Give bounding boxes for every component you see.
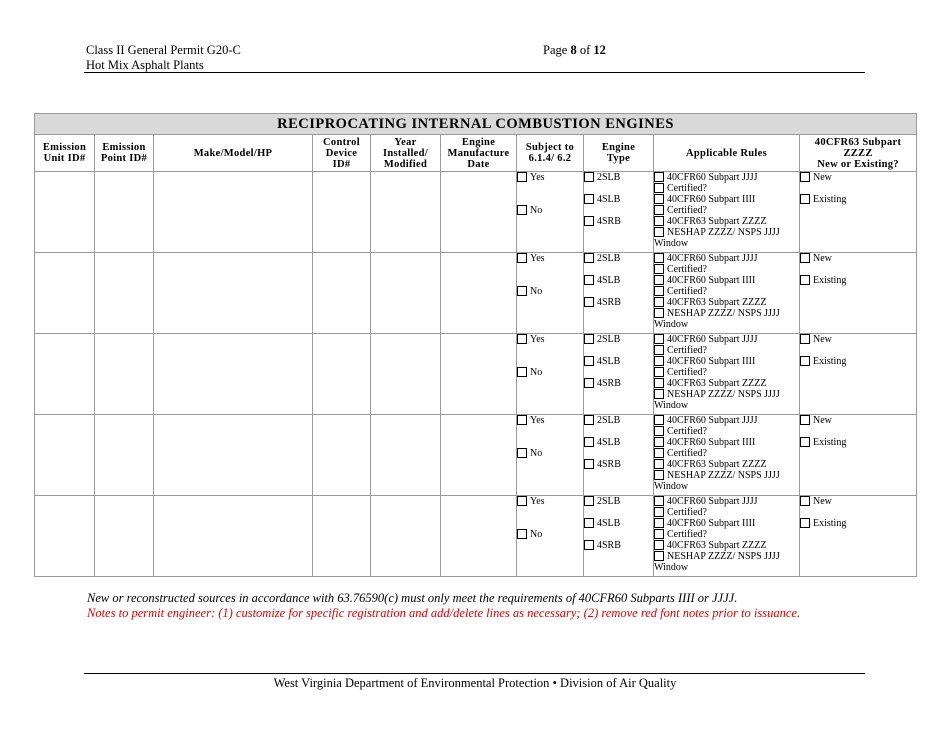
blank-entry-cell[interactable] bbox=[313, 253, 371, 334]
applicable-rules-cell bbox=[654, 415, 800, 496]
checkbox[interactable] bbox=[654, 308, 664, 318]
checkbox[interactable] bbox=[584, 216, 594, 226]
col-header-subpart-zzzz: 40CFR63 Subpart ZZZZ New or Existing? bbox=[800, 135, 917, 172]
checkbox[interactable] bbox=[800, 496, 810, 506]
blank-entry-cell[interactable] bbox=[313, 496, 371, 577]
blank-entry-cell[interactable] bbox=[95, 172, 154, 253]
blank-entry-cell[interactable] bbox=[313, 415, 371, 496]
checkbox[interactable] bbox=[654, 297, 664, 307]
checkbox[interactable] bbox=[654, 389, 664, 399]
no-checkbox[interactable]: No bbox=[517, 448, 583, 459]
blank-entry-cell[interactable] bbox=[154, 415, 313, 496]
checkbox[interactable] bbox=[654, 496, 664, 506]
rule-checkbox[interactable]: 40CFR63 Subpart ZZZZ bbox=[654, 540, 799, 551]
checkbox[interactable] bbox=[800, 253, 810, 263]
rule-window-label: Window bbox=[654, 562, 689, 573]
yes-checkbox[interactable]: Yes bbox=[517, 172, 583, 183]
blank-entry-cell[interactable] bbox=[154, 334, 313, 415]
rule-window-label: Window bbox=[654, 400, 689, 411]
table-row bbox=[35, 415, 917, 496]
engine-type-checkbox[interactable]: 4SLB bbox=[584, 356, 653, 367]
table-row bbox=[35, 334, 917, 415]
footer-divider bbox=[84, 673, 865, 674]
blank-entry-cell[interactable] bbox=[95, 334, 154, 415]
checkbox[interactable] bbox=[517, 205, 527, 215]
checkbox[interactable] bbox=[654, 507, 664, 517]
blank-entry-cell[interactable] bbox=[371, 172, 441, 253]
checkbox[interactable] bbox=[517, 415, 527, 425]
engine-type-checkbox[interactable]: 2SLB bbox=[584, 334, 653, 345]
checkbox[interactable] bbox=[517, 448, 527, 458]
checkbox[interactable] bbox=[584, 378, 594, 388]
yes-checkbox[interactable]: Yes bbox=[517, 334, 583, 345]
blank-entry-cell[interactable] bbox=[441, 496, 517, 577]
engine-type-checkbox[interactable]: 4SRB bbox=[584, 378, 653, 389]
applicable-rules-cell bbox=[654, 172, 800, 253]
checkbox[interactable] bbox=[584, 334, 594, 344]
engine-type-checkbox[interactable]: 2SLB bbox=[584, 496, 653, 507]
checkbox[interactable] bbox=[584, 172, 594, 182]
rule-checkbox[interactable]: Certified? bbox=[654, 507, 799, 518]
page-footer: West Virginia Department of Environmental Protection • Division of Air Quality bbox=[273, 676, 677, 690]
existing-checkbox[interactable]: Existing bbox=[800, 275, 916, 286]
checkbox[interactable] bbox=[654, 540, 664, 550]
col-header-engine-type: Engine Type bbox=[584, 135, 654, 172]
checkbox[interactable] bbox=[654, 356, 664, 366]
rule-checkbox[interactable]: Certified? bbox=[654, 426, 799, 437]
checkbox[interactable] bbox=[654, 227, 664, 237]
rule-checkbox[interactable]: Certified? bbox=[654, 529, 799, 540]
blank-entry-cell[interactable] bbox=[95, 496, 154, 577]
rule-checkbox[interactable]: NESHAP ZZZZ/ NSPS JJJJ bbox=[654, 227, 799, 238]
checkbox[interactable] bbox=[654, 448, 664, 458]
rule-checkbox[interactable]: Certified? bbox=[654, 183, 799, 194]
col-header-emission-point: Emission Point ID# bbox=[95, 135, 154, 172]
blank-entry-cell[interactable] bbox=[313, 334, 371, 415]
blank-entry-cell[interactable] bbox=[35, 496, 95, 577]
rule-window-label: Window bbox=[654, 481, 689, 492]
engine-type-checkbox[interactable]: 2SLB bbox=[584, 415, 653, 426]
blank-entry-cell[interactable] bbox=[154, 496, 313, 577]
checkbox[interactable] bbox=[584, 496, 594, 506]
rule-checkbox[interactable]: NESHAP ZZZZ/ NSPS JJJJ bbox=[654, 308, 799, 319]
applicable-rules-cell bbox=[654, 334, 800, 415]
checkbox[interactable] bbox=[584, 540, 594, 550]
new-checkbox[interactable]: New bbox=[800, 334, 916, 345]
rice-table bbox=[34, 113, 917, 577]
engine-type-cell bbox=[584, 496, 654, 577]
blank-entry-cell[interactable] bbox=[313, 172, 371, 253]
checkbox[interactable] bbox=[517, 286, 527, 296]
rule-checkbox[interactable]: 40CFR60 Subpart JJJJ bbox=[654, 172, 799, 183]
checkbox[interactable] bbox=[584, 297, 594, 307]
rule-checkbox[interactable]: Certified? bbox=[654, 286, 799, 297]
col-header-year-installed: Year Installed/ Modified bbox=[371, 135, 441, 172]
checkbox[interactable] bbox=[654, 551, 664, 561]
col-header-emission-unit: Emission Unit ID# bbox=[35, 135, 95, 172]
blank-entry-cell[interactable] bbox=[441, 253, 517, 334]
rule-checkbox[interactable]: Certified? bbox=[654, 367, 799, 378]
table-row bbox=[35, 172, 917, 253]
blank-entry-cell[interactable] bbox=[371, 334, 441, 415]
blank-entry-cell[interactable] bbox=[35, 253, 95, 334]
checkbox[interactable] bbox=[517, 496, 527, 506]
checkbox[interactable] bbox=[654, 216, 664, 226]
permit-subtitle: Hot Mix Asphalt Plants bbox=[86, 58, 204, 72]
checkbox[interactable] bbox=[517, 367, 527, 377]
yes-checkbox[interactable]: Yes bbox=[517, 496, 583, 507]
no-checkbox[interactable]: No bbox=[517, 205, 583, 216]
checkbox[interactable] bbox=[654, 345, 664, 355]
checkbox[interactable] bbox=[654, 275, 664, 285]
rule-checkbox[interactable]: Certified? bbox=[654, 205, 799, 216]
checkbox[interactable] bbox=[654, 205, 664, 215]
checkbox[interactable] bbox=[800, 172, 810, 182]
engine-type-checkbox[interactable]: 4SRB bbox=[584, 216, 653, 227]
new-or-existing-cell bbox=[800, 334, 917, 415]
checkbox[interactable] bbox=[654, 459, 664, 469]
rule-checkbox[interactable]: Certified? bbox=[654, 264, 799, 275]
rule-checkbox[interactable]: 40CFR60 Subpart IIII bbox=[654, 275, 799, 286]
checkbox[interactable] bbox=[654, 183, 664, 193]
checkbox[interactable] bbox=[800, 334, 810, 344]
subject-to-cell bbox=[517, 334, 584, 415]
checkbox[interactable] bbox=[800, 275, 810, 285]
rule-checkbox[interactable]: 40CFR60 Subpart IIII bbox=[654, 356, 799, 367]
new-checkbox[interactable]: New bbox=[800, 415, 916, 426]
rule-checkbox[interactable]: NESHAP ZZZZ/ NSPS JJJJ bbox=[654, 470, 799, 481]
new-checkbox[interactable]: New bbox=[800, 253, 916, 264]
checkbox[interactable] bbox=[654, 172, 664, 182]
engine-type-checkbox[interactable]: 4SRB bbox=[584, 540, 653, 551]
rule-checkbox[interactable]: 40CFR63 Subpart ZZZZ bbox=[654, 378, 799, 389]
checkbox[interactable] bbox=[800, 194, 810, 204]
page-number: Page 8 of 12 bbox=[543, 43, 606, 57]
checkbox[interactable] bbox=[654, 529, 664, 539]
permit-title: Class II General Permit G20-C bbox=[86, 43, 241, 57]
rule-checkbox[interactable]: 40CFR60 Subpart JJJJ bbox=[654, 415, 799, 426]
subject-to-cell bbox=[517, 496, 584, 577]
blank-entry-cell[interactable] bbox=[441, 172, 517, 253]
col-header-engine-date: Engine Manufacture Date bbox=[441, 135, 517, 172]
checkbox[interactable] bbox=[654, 334, 664, 344]
yes-checkbox[interactable]: Yes bbox=[517, 415, 583, 426]
applicable-rules-cell bbox=[654, 496, 800, 577]
engine-type-checkbox[interactable]: 4SRB bbox=[584, 459, 653, 470]
no-checkbox[interactable]: No bbox=[517, 367, 583, 378]
existing-checkbox[interactable]: Existing bbox=[800, 518, 916, 529]
checkbox[interactable] bbox=[584, 415, 594, 425]
blank-entry-cell[interactable] bbox=[154, 253, 313, 334]
checkbox[interactable] bbox=[800, 437, 810, 447]
checkbox[interactable] bbox=[654, 470, 664, 480]
rule-checkbox[interactable]: 40CFR60 Subpart IIII bbox=[654, 518, 799, 529]
checkbox[interactable] bbox=[517, 253, 527, 263]
col-header-applicable-rules: Applicable Rules bbox=[654, 135, 800, 172]
rule-checkbox[interactable]: NESHAP ZZZZ/ NSPS JJJJ bbox=[654, 389, 799, 400]
checkbox[interactable] bbox=[517, 529, 527, 539]
checkbox[interactable] bbox=[584, 194, 594, 204]
no-checkbox[interactable]: No bbox=[517, 529, 583, 540]
existing-checkbox[interactable]: Existing bbox=[800, 356, 916, 367]
blank-entry-cell[interactable] bbox=[441, 334, 517, 415]
blank-entry-cell[interactable] bbox=[371, 253, 441, 334]
applicable-rules-cell bbox=[654, 253, 800, 334]
col-header-subject-to: Subject to 6.1.4/ 6.2 bbox=[517, 135, 584, 172]
blank-entry-cell[interactable] bbox=[371, 496, 441, 577]
blank-entry-cell[interactable] bbox=[154, 172, 313, 253]
checkbox[interactable] bbox=[517, 172, 527, 182]
new-checkbox[interactable]: New bbox=[800, 496, 916, 507]
rule-checkbox[interactable]: 40CFR60 Subpart JJJJ bbox=[654, 253, 799, 264]
col-header-make-model: Make/Model/HP bbox=[154, 135, 313, 172]
new-or-existing-cell bbox=[800, 415, 917, 496]
rule-checkbox[interactable]: 40CFR60 Subpart IIII bbox=[654, 194, 799, 205]
subject-to-cell bbox=[517, 172, 584, 253]
note-permit-engineer: Notes to permit engineer: (1) customize for specific registration and add/delete lines as necessary; (2) remove red font notes prior to issuance. bbox=[87, 606, 801, 620]
subject-to-cell bbox=[517, 253, 584, 334]
table-row bbox=[35, 253, 917, 334]
header-divider bbox=[84, 72, 865, 73]
page-header-left bbox=[86, 43, 241, 73]
checkbox[interactable] bbox=[584, 356, 594, 366]
col-header-control-device: Control Device ID# bbox=[313, 135, 371, 172]
checkbox[interactable] bbox=[517, 334, 527, 344]
rule-checkbox[interactable]: 40CFR63 Subpart ZZZZ bbox=[654, 297, 799, 308]
engine-type-checkbox[interactable]: 4SLB bbox=[584, 437, 653, 448]
rule-checkbox[interactable]: Certified? bbox=[654, 448, 799, 459]
checkbox[interactable] bbox=[584, 275, 594, 285]
checkbox[interactable] bbox=[654, 286, 664, 296]
checkbox[interactable] bbox=[654, 426, 664, 436]
yes-checkbox[interactable]: Yes bbox=[517, 253, 583, 264]
engine-type-checkbox[interactable]: 4SRB bbox=[584, 297, 653, 308]
rule-checkbox[interactable]: 40CFR63 Subpart ZZZZ bbox=[654, 216, 799, 227]
checkbox[interactable] bbox=[584, 253, 594, 263]
checkbox[interactable] bbox=[654, 264, 664, 274]
blank-entry-cell[interactable] bbox=[35, 415, 95, 496]
checkbox[interactable] bbox=[654, 367, 664, 377]
table-row bbox=[35, 496, 917, 577]
rule-checkbox[interactable]: 40CFR63 Subpart ZZZZ bbox=[654, 459, 799, 470]
existing-checkbox[interactable]: Existing bbox=[800, 437, 916, 448]
engine-type-checkbox[interactable]: 4SLB bbox=[584, 518, 653, 529]
engine-type-cell bbox=[584, 253, 654, 334]
subject-to-cell bbox=[517, 415, 584, 496]
checkbox[interactable] bbox=[800, 356, 810, 366]
checkbox[interactable] bbox=[654, 253, 664, 263]
engine-type-checkbox[interactable]: 4SLB bbox=[584, 194, 653, 205]
rule-window-label: Window bbox=[654, 238, 689, 249]
checkbox[interactable] bbox=[584, 518, 594, 528]
rule-window-label: Window bbox=[654, 319, 689, 330]
checkbox[interactable] bbox=[654, 415, 664, 425]
new-or-existing-cell bbox=[800, 253, 917, 334]
new-or-existing-cell bbox=[800, 496, 917, 577]
no-checkbox[interactable]: No bbox=[517, 286, 583, 297]
blank-entry-cell[interactable] bbox=[371, 415, 441, 496]
rule-checkbox[interactable]: NESHAP ZZZZ/ NSPS JJJJ bbox=[654, 551, 799, 562]
blank-entry-cell[interactable] bbox=[95, 253, 154, 334]
rule-checkbox[interactable]: 40CFR60 Subpart IIII bbox=[654, 437, 799, 448]
blank-entry-cell[interactable] bbox=[35, 172, 95, 253]
table-title: RECIPROCATING INTERNAL COMBUSTION ENGINES bbox=[35, 114, 917, 135]
engine-type-checkbox[interactable]: 4SLB bbox=[584, 275, 653, 286]
checkbox[interactable] bbox=[654, 378, 664, 388]
blank-entry-cell[interactable] bbox=[35, 334, 95, 415]
engine-type-cell bbox=[584, 334, 654, 415]
engine-type-cell bbox=[584, 415, 654, 496]
checkbox[interactable] bbox=[584, 459, 594, 469]
engine-type-cell bbox=[584, 172, 654, 253]
checkbox[interactable] bbox=[800, 415, 810, 425]
blank-entry-cell[interactable] bbox=[441, 415, 517, 496]
blank-entry-cell[interactable] bbox=[95, 415, 154, 496]
rule-checkbox[interactable]: Certified? bbox=[654, 345, 799, 356]
new-or-existing-cell bbox=[800, 172, 917, 253]
engine-type-checkbox[interactable]: 2SLB bbox=[584, 253, 653, 264]
checkbox[interactable] bbox=[584, 437, 594, 447]
checkbox[interactable] bbox=[654, 437, 664, 447]
rule-checkbox[interactable]: 40CFR60 Subpart JJJJ bbox=[654, 496, 799, 507]
note-reconstructed-sources: New or reconstructed sources in accordance with 63.76590(c) must only meet the requirements of 40CFR60 Subparts IIII or JJJJ. bbox=[87, 591, 738, 605]
rule-checkbox[interactable]: 40CFR60 Subpart JJJJ bbox=[654, 334, 799, 345]
existing-checkbox[interactable]: Existing bbox=[800, 194, 916, 205]
engine-type-checkbox[interactable]: 2SLB bbox=[584, 172, 653, 183]
checkbox[interactable] bbox=[654, 194, 664, 204]
checkbox[interactable] bbox=[654, 518, 664, 528]
checkbox[interactable] bbox=[800, 518, 810, 528]
new-checkbox[interactable]: New bbox=[800, 172, 916, 183]
